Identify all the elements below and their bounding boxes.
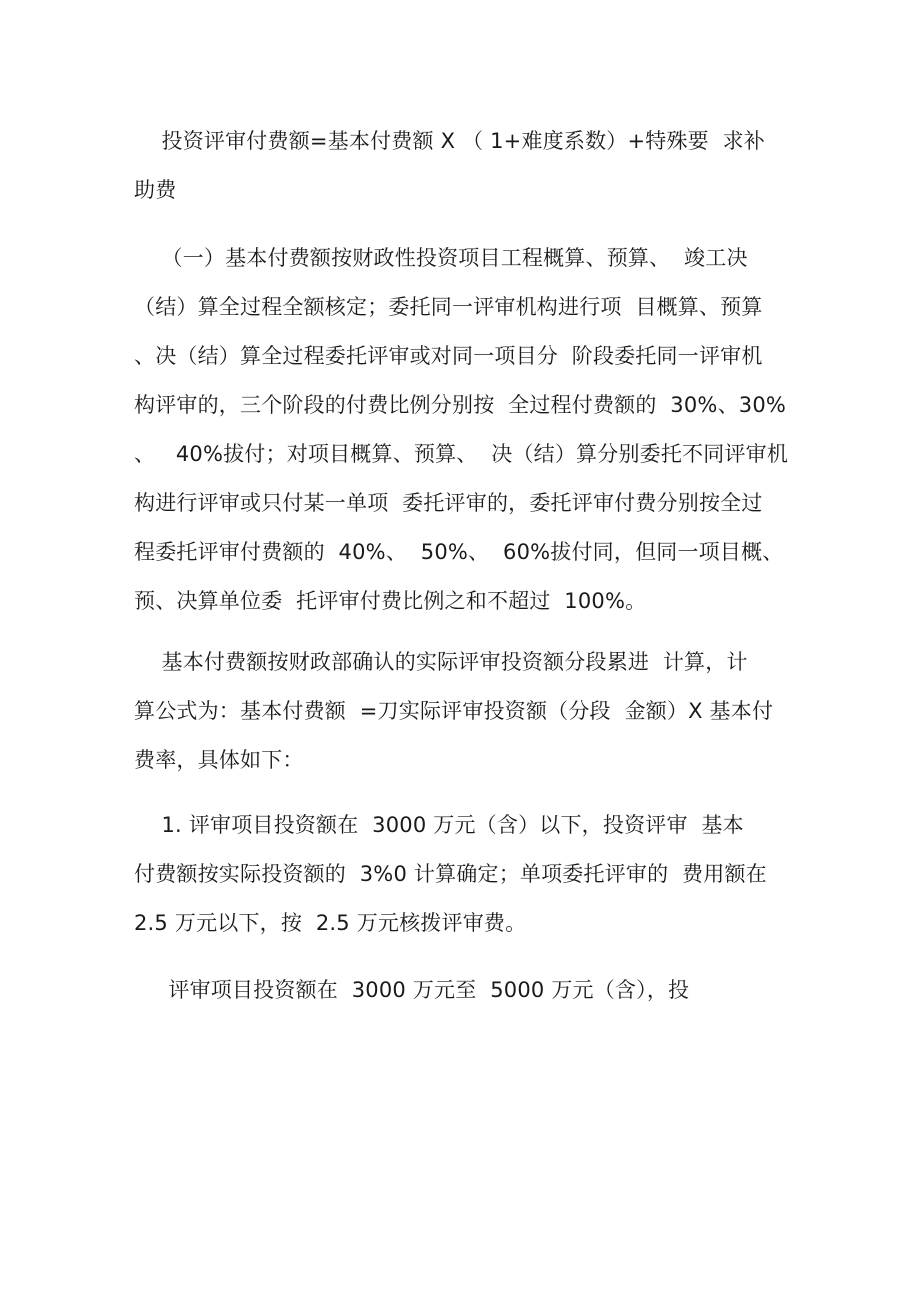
- text-line: 评审项目投资额在 3000 万元至 5000 万元（含），投: [134, 978, 690, 1002]
- text-line: 助费: [134, 178, 177, 202]
- item-one-paragraph: [134, 801, 794, 948]
- item-two-paragraph: [134, 966, 794, 1015]
- text-line: 程委托评审付费额的 40%、 50%、 60%拔付同，但同一项目概、: [134, 540, 784, 564]
- text-line: 算公式为：基本付费额 =刀实际评审投资额（分段 金额）X 基本付: [134, 699, 774, 723]
- text-line: 1. 评审项目投资额在 3000 万元（含）以下，投资评审 基本: [134, 813, 744, 837]
- text-line: 构评审的，三个阶段的付费比例分别按 全过程付费额的 30%、30%: [134, 393, 787, 417]
- text-line: 2.5 万元以下，按 2.5 万元核拨评审费。: [134, 911, 527, 935]
- text-line: 投资评审付费额=基本付费额 X （ 1+难度系数）+特殊要 求补: [134, 129, 766, 153]
- section-one-paragraph: [134, 234, 794, 626]
- text-line: （一）基本付费额按财政性投资项目工程概算、预算、 竣工决: [134, 246, 748, 270]
- text-line: 费率，具体如下：: [134, 748, 304, 772]
- text-line: 、 40%拔付；对项目概算、预算、 决（结）算分别委托不同评审机: [134, 442, 789, 466]
- text-line: 、决（结）算全过程委托评审或对同一项目分 阶段委托同一评审机: [134, 344, 763, 368]
- text-line: 预、决算单位委 托评审付费比例之和不超过 100%。: [134, 589, 647, 613]
- text-line: 付费额按实际投资额的 3%0 计算确定；单项委托评审的 费用额在: [134, 862, 767, 886]
- calc-paragraph: [134, 638, 794, 785]
- text-line: （结）算全过程全额核定；委托同一评审机构进行项 目概算、预算: [134, 295, 763, 319]
- text-line: 基本付费额按财政部确认的实际评审投资额分段累进 计算，计: [134, 650, 748, 674]
- text-line: 构进行评审或只付某一单项 委托评审的，委托评审付费分别按全过: [134, 491, 763, 515]
- formula-paragraph: [134, 117, 794, 215]
